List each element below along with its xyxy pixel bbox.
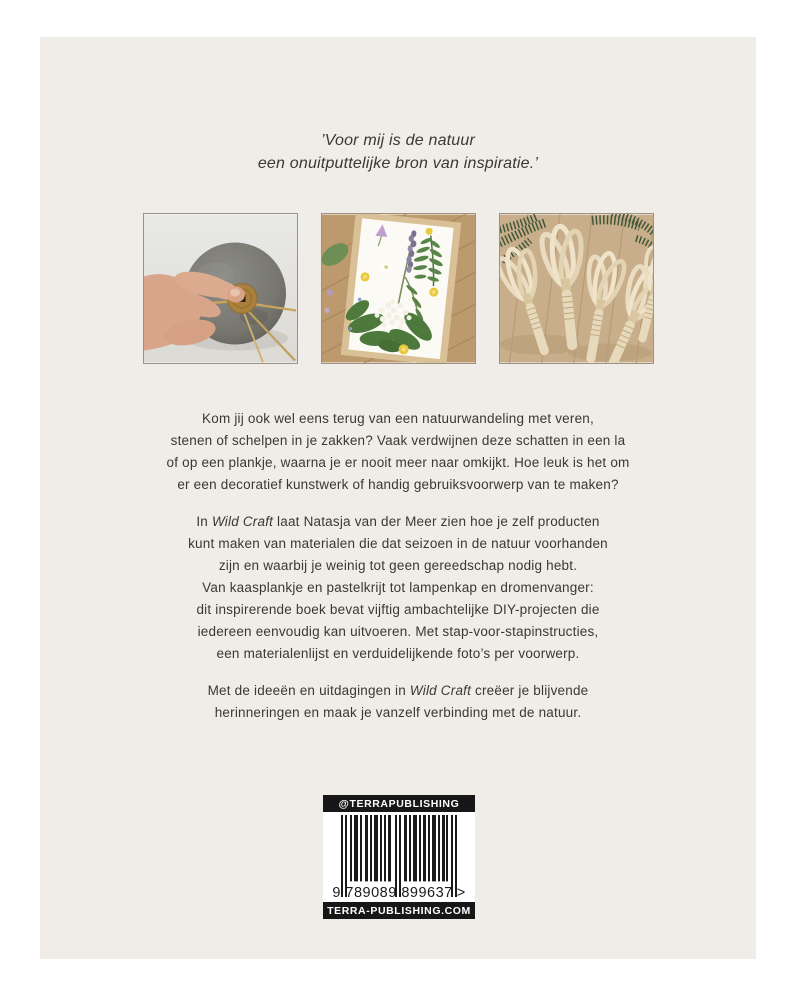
quote-block [40, 129, 756, 175]
book-back-cover [40, 37, 756, 959]
paragraph-2 [40, 511, 756, 665]
body-line [40, 511, 756, 533]
body-line: iedereen eenvoudig kan uitvoeren. Met stap-voor-stapinstructies, [197, 624, 599, 639]
body-line [40, 680, 756, 702]
herbarium-photo-illustration [322, 214, 475, 363]
quote-line-2: een onuitputtelijke bron van inspiratie.’ [257, 155, 539, 172]
barcode-arrow: > [456, 885, 466, 901]
body-line: een materialenlijst en verduidelijkende foto’s per voorwerp. [216, 646, 580, 661]
book-title-italic: Wild Craft [409, 683, 472, 698]
body-line: dit inspirerende boek bevat vijftig ambachtelijke DIY-projecten die [196, 602, 600, 617]
back-cover-text [40, 408, 756, 739]
paragraph-3 [40, 680, 756, 724]
photo-wooden-whisks [499, 213, 654, 364]
publisher-website-strip: TERRA-PUBLISHING.COM [323, 902, 475, 919]
quote-line-1: ’Voor mij is de natuur [320, 132, 476, 149]
text-segment: In [196, 514, 212, 529]
book-title-italic: Wild Craft [211, 514, 274, 529]
barcode-area [323, 812, 475, 902]
paragraph-1 [40, 408, 756, 496]
whisks-photo-illustration [500, 214, 653, 363]
body-line: herinneringen en maak je vanzelf verbinding met de natuur. [214, 705, 582, 720]
body-line: Van kaasplankje en pastelkrijt tot lampenkap en dromenvanger: [202, 580, 594, 595]
isbn-number [323, 885, 475, 901]
text-segment: creëer je blijvende [471, 683, 589, 698]
body-line: of op een plankje, waarna je er nooit meer naar omkijkt. Hoe leuk is het om [166, 455, 630, 470]
photo-pressed-flowers [321, 213, 476, 364]
text-segment: laat Natasja van der Meer zien hoe je zelf producten [273, 514, 600, 529]
publisher-handle-strip: @TERRAPUBLISHING [323, 795, 475, 812]
isbn-digits: 9 789089 899637 [332, 885, 453, 901]
body-line: zijn en waarbij je weinig tot geen gereedschap nodig hebt. [218, 558, 578, 573]
body-line: Kom jij ook wel eens terug van een natuurwandeling met veren, [202, 411, 594, 426]
barcode-block [323, 795, 475, 919]
photo-stone-disc [143, 213, 298, 364]
body-line: kunt maken van materialen die dat seizoen in de natuur voorhanden [188, 536, 608, 551]
text-segment: Met de ideeën en uitdagingen in [207, 683, 410, 698]
body-line: stenen of schelpen in je zakken? Vaak verdwijnen deze schatten in een la [170, 433, 626, 448]
body-line: er een decoratief kunstwerk of handig gebruiksvoorwerp van te maken? [177, 477, 619, 492]
photo-row [40, 213, 756, 364]
stone-photo-illustration [144, 214, 297, 363]
